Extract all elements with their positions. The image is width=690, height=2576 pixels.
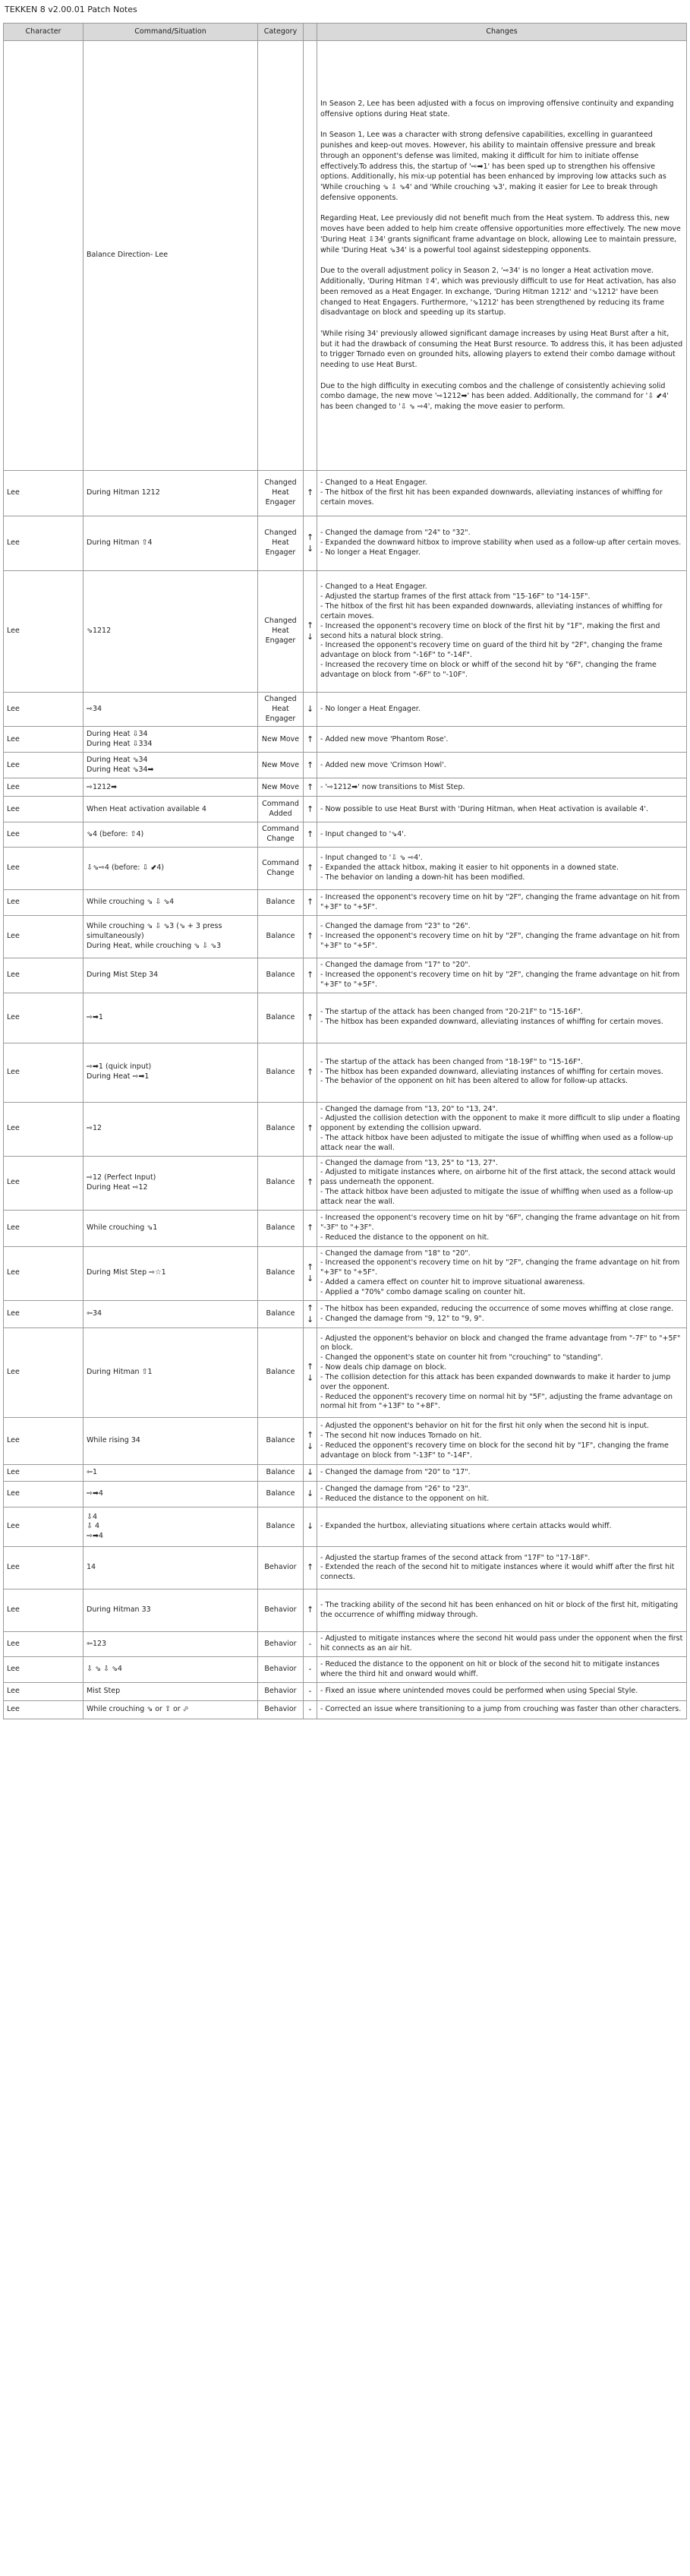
cell-category: Balance xyxy=(258,1418,304,1465)
cell-command: ⇘1212 xyxy=(83,571,258,693)
cell-impact-arrow: ↓ xyxy=(304,1507,317,1547)
table-row xyxy=(4,1328,687,1418)
balance-direction-text: In Season 2, Lee has been adjusted with a focus on improving offensive continuity and expanding offensive options during Heat state. In Season 1, Lee was a character with strong defensive capabilities, excelling in guaranteed punishes and keep-out moves. However, his ability to maintain offensive pressure and break through an opponent's defense was limited, making it difficult for him to initiate offense effectively.To address this, the startup of '⇨➡1' has been sped up to strengthen his offensive options. Additionally, his mix-up potential has been enhanced by improving low attacks such as 'While crouching ⇘ ⇩ ⇘4' and 'While crouching ⇘3', making it easier for Lee to break through defensive opponents. Regarding Heat, Lee previously did not benefit much from the Heat system. To address this, new moves have been added to help him create offensive opportunities more effectively. The new move 'During Heat ⇩34' grants significant frame advantage on block, allowing Lee to maintain pressure, while 'During Heat ⇘34' is a powerful tool against sidestepping opponents. Due to the overall adjustment policy in Season 2, '⇨34' is no longer a Heat activation move. Additionally, 'During Hitman ⇧4', which was previously difficult to use for Heat activation, has also been removed as a Heat Engager. In exchange, 'During Hitman 1212' and '⇘1212' have been changed to Heat Engagers. Furthermore, '⇘1212' has been strengthened by reducing its frame disadvantage on block and speeding up its startup. 'While rising 34' previously allowed significant damage increases by using Heat Burst after a hit, but it had the drawback of consuming the Heat Burst resource. To address this, it has been adjusted to trigger Tornado even on grounded hits, allowing players to extend their combo damage without needing to use Heat Burst. Due to the high difficulty in executing combos and the challenge of consistently achieving solid combo damage, the new move '⇨1212➡' has been added. Additionally, the command for '⇩ ⬋4' has been changed to '⇩ ⇘ ⇨4', making the move easier to perform. xyxy=(317,41,687,471)
table-row xyxy=(4,1210,687,1246)
cell-character: Lee xyxy=(4,797,83,822)
cell-command: During Heat ⇘34 During Heat ⇘34➡ xyxy=(83,753,258,778)
cell-impact-arrow: ↑ xyxy=(304,1589,317,1632)
cell-impact-arrow: - xyxy=(304,1632,317,1657)
cell-character: Lee xyxy=(4,516,83,571)
cell-category: Command Added xyxy=(258,797,304,822)
cell-category: Behavior xyxy=(258,1547,304,1589)
cell-changes: - Corrected an issue where transitioning to a jump from crouching was faster than other characters. xyxy=(317,1701,687,1719)
cell-command: ⇩ ⇘ ⇩ ⇘4 xyxy=(83,1657,258,1683)
cell-character: Lee xyxy=(4,1043,83,1102)
table-row xyxy=(4,516,687,571)
cell-changes: - The startup of the attack has been changed from "18-19F" to "15-16F". - The hitbox has been expanded downward, alleviating instances of whiffing for certain moves. - The behavior of the opponent on hit has been altered to allow for follow-up attacks. xyxy=(317,1043,687,1102)
cell-category: Balance xyxy=(258,958,304,993)
table-row xyxy=(4,727,687,753)
cell-category: Balance xyxy=(258,890,304,916)
cell-character: Lee xyxy=(4,993,83,1043)
cell-changes: - The tracking ability of the second hit has been enhanced on hit or block of the first hit, mitigating the occurrence of whiffing midway through. xyxy=(317,1589,687,1632)
cell-category: Balance xyxy=(258,916,304,958)
cell-character: Lee xyxy=(4,1328,83,1418)
cell-impact-arrow: ↑ xyxy=(304,958,317,993)
cell-category: Balance xyxy=(258,1328,304,1418)
cell-changes: - Increased the opponent's recovery time on hit by "2F", changing the frame advantage on hit from "+3F" to "+5F". xyxy=(317,890,687,916)
cell-category: Balance xyxy=(258,1507,304,1547)
cell-command: During Hitman ⇧1 xyxy=(83,1328,258,1418)
header-command: Command/Situation xyxy=(83,24,258,41)
cell-impact-arrow: ↑ xyxy=(304,778,317,797)
cell-character: Lee xyxy=(4,753,83,778)
cell-category: Balance xyxy=(258,1210,304,1246)
table-row xyxy=(4,1300,687,1328)
cell-character: Lee xyxy=(4,1300,83,1328)
cell-category: Balance xyxy=(258,1156,304,1210)
cell-command: 14 xyxy=(83,1547,258,1589)
cell-changes: - Adjusted to mitigate instances where the second hit would pass under the opponent when the first hit connects as an air hit. xyxy=(317,1632,687,1657)
cell-character: Lee xyxy=(4,958,83,993)
header-arrow xyxy=(304,24,317,41)
cell-category: Balance xyxy=(258,1102,304,1156)
cell-category: Balance xyxy=(258,1246,304,1300)
cell-character: Lee xyxy=(4,848,83,890)
table-row xyxy=(4,1632,687,1657)
table-row xyxy=(4,797,687,822)
cell-changes: - Added new move 'Phantom Rose'. xyxy=(317,727,687,753)
cell-command: ⇨12 (Perfect Input) During Heat ⇨12 xyxy=(83,1156,258,1210)
cell-command: ⇦1 xyxy=(83,1465,258,1482)
cell-changes: - Changed the damage from "18" to "20". - Increased the opponent's recovery time on hit by "2F", changing the frame advantage on hit from "+3F" to "+5F". - Added a camera effect on counter hit to improve situational awareness. - Applied a "70%" combo damage scaling on counter hit. xyxy=(317,1246,687,1300)
cell-command: Mist Step xyxy=(83,1683,258,1701)
cell-category: Changed Heat Engager xyxy=(258,571,304,693)
cell-changes: - Input changed to '⇩ ⇘ ⇨4'. - Expanded the attack hitbox, making it easier to hit opponents in a downed state. - The behavior on landing a down-hit has been modified. xyxy=(317,848,687,890)
cell-changes: - Added new move 'Crimson Howl'. xyxy=(317,753,687,778)
cell-impact-arrow: ↑ xyxy=(304,753,317,778)
cell-character: Lee xyxy=(4,916,83,958)
cell-command: While crouching ⇘ or ⇧ or ⬀ xyxy=(83,1701,258,1719)
cell-command: During Hitman 1212 xyxy=(83,471,258,516)
header-character: Character xyxy=(4,24,83,41)
cell-impact-arrow: ↑↓ xyxy=(304,571,317,693)
cell-category: New Move xyxy=(258,778,304,797)
cell-impact-arrow: ↑ xyxy=(304,471,317,516)
cell-changes: - Adjusted the startup frames of the second attack from "17F" to "17-18F". - Extended the reach of the second hit to mitigate instances where it would whiff after the first hit connects. xyxy=(317,1547,687,1589)
cell-impact-arrow: ↑ xyxy=(304,797,317,822)
cell-changes: - Fixed an issue where unintended moves could be performed when using Special Style. xyxy=(317,1683,687,1701)
cell-command: ⇦34 xyxy=(83,1300,258,1328)
cell-command: While crouching ⇘ ⇩ ⇘4 xyxy=(83,890,258,916)
cell-command: ⇨34 xyxy=(83,693,258,727)
cell-command: During Hitman 33 xyxy=(83,1589,258,1632)
table-row xyxy=(4,1156,687,1210)
cell-impact-arrow: ↓ xyxy=(304,1465,317,1482)
cell-changes: - Adjusted the opponent's behavior on hit for the first hit only when the second hit is input. - The second hit now induces Tornado on hit. - Reduced the opponent's recovery time on block for the second hit by "1F", changing the frame advantage on block from "-13F" to "-14F". xyxy=(317,1418,687,1465)
cell-command: ⇨➡4 xyxy=(83,1482,258,1507)
header-changes: Changes xyxy=(317,24,687,41)
cell-impact-arrow: ↑ xyxy=(304,822,317,848)
table-row xyxy=(4,1482,687,1507)
cell-changes: - Changed to a Heat Engager. - The hitbox of the first hit has been expanded downwards, alleviating instances of whiffing for certain moves. xyxy=(317,471,687,516)
cell-character: Lee xyxy=(4,1465,83,1482)
table-row xyxy=(4,848,687,890)
cell-character: Lee xyxy=(4,571,83,693)
cell-changes: - Changed the damage from "17" to "20". - Increased the opponent's recovery time on hit by "2F", changing the frame advantage on hit from "+3F" to "+5F". xyxy=(317,958,687,993)
cell-category: Command Change xyxy=(258,822,304,848)
cell-category: Changed Heat Engager xyxy=(258,471,304,516)
cell-command: While crouching ⇘1 xyxy=(83,1210,258,1246)
cell-character: Lee xyxy=(4,1210,83,1246)
cell-category: Behavior xyxy=(258,1589,304,1632)
cell-character: Lee xyxy=(4,727,83,753)
table-row xyxy=(4,916,687,958)
cell-category: Balance xyxy=(258,993,304,1043)
cell-changes: - Changed the damage from "24" to "32". - Expanded the downward hitbox to improve stability when used as a follow-up after certain moves. - No longer a Heat Engager. xyxy=(317,516,687,571)
cell-category: Behavior xyxy=(258,1683,304,1701)
cell-impact-arrow: ↑↓ xyxy=(304,1246,317,1300)
cell-character: Lee xyxy=(4,1156,83,1210)
table-row xyxy=(4,1507,687,1547)
table-row xyxy=(4,993,687,1043)
balance-direction-row xyxy=(4,41,687,471)
cell-category: Behavior xyxy=(258,1701,304,1719)
table-row xyxy=(4,571,687,693)
cell-changes: - Input changed to '⇘4'. xyxy=(317,822,687,848)
cell-category: Changed Heat Engager xyxy=(258,516,304,571)
cell-category: Behavior xyxy=(258,1657,304,1683)
table-row xyxy=(4,822,687,848)
cell-command: During Mist Step 34 xyxy=(83,958,258,993)
table-row xyxy=(4,1418,687,1465)
table-row xyxy=(4,1246,687,1300)
cell-changes: - No longer a Heat Engager. xyxy=(317,693,687,727)
cell-command: During Mist Step ⇨☆1 xyxy=(83,1246,258,1300)
cell-changes: - The hitbox has been expanded, reducing the occurrence of some moves whiffing at close range. - Changed the damage from "9, 12" to "9, 9". xyxy=(317,1300,687,1328)
cell-character: Lee xyxy=(4,471,83,516)
cell-command: During Heat ⇩34 During Heat ⇩334 xyxy=(83,727,258,753)
cell-category: Behavior xyxy=(258,1632,304,1657)
cell-character: Lee xyxy=(4,1589,83,1632)
table-row xyxy=(4,778,687,797)
cell-changes: - The startup of the attack has been changed from "20-21F" to "15-16F". - The hitbox has been expanded downward, alleviating instances of whiffing for certain moves. xyxy=(317,993,687,1043)
cell-command: ⇩⇘⇨4 (before: ⇩ ⬋4) xyxy=(83,848,258,890)
cell-character: Lee xyxy=(4,1547,83,1589)
table-row xyxy=(4,471,687,516)
table-row xyxy=(4,1683,687,1701)
cell-character: Lee xyxy=(4,1701,83,1719)
cell-impact-arrow: ↑ xyxy=(304,993,317,1043)
table-row xyxy=(4,1657,687,1683)
document-title: TEKKEN 8 v2.00.01 Patch Notes xyxy=(5,5,137,14)
cell-category: Balance xyxy=(258,1043,304,1102)
table-row xyxy=(4,958,687,993)
balance-direction-blank-arrow xyxy=(304,41,317,471)
cell-impact-arrow: ↑↓ xyxy=(304,516,317,571)
cell-impact-arrow: ↑ xyxy=(304,1547,317,1589)
table-row xyxy=(4,1043,687,1102)
cell-impact-arrow: ↑↓ xyxy=(304,1418,317,1465)
cell-character: Lee xyxy=(4,1102,83,1156)
table-row xyxy=(4,693,687,727)
cell-command: While rising 34 xyxy=(83,1418,258,1465)
cell-impact-arrow: ↑ xyxy=(304,1102,317,1156)
table-row xyxy=(4,1701,687,1719)
cell-changes: - '⇨1212➡' now transitions to Mist Step. xyxy=(317,778,687,797)
cell-category: New Move xyxy=(258,727,304,753)
cell-command: ⇩4 ⇩ 4 ⇨➡4 xyxy=(83,1507,258,1547)
table-row xyxy=(4,1465,687,1482)
cell-character: Lee xyxy=(4,890,83,916)
cell-impact-arrow: ↑ xyxy=(304,890,317,916)
table-row xyxy=(4,1547,687,1589)
cell-changes: - Changed to a Heat Engager. - Adjusted the startup frames of the first attack from "15-16F" to "14-15F". - The hitbox of the first hit has been expanded downwards, alleviating instances of whiffing for certain moves. - Increased the opponent's recovery time on block of the first hit by "1F", making the first and second hits a natural block string. - Increased the opponent's recovery time on guard of the third hit by "2F", changing the frame advantage on block from "-16F" to "-14F". - Increased the recovery time on block or whiff of the second hit by "6F", changing the frame advantage on block from "-6F" to "-10F". xyxy=(317,571,687,693)
cell-impact-arrow: ↓ xyxy=(304,1482,317,1507)
cell-changes: - Changed the damage from "13, 25" to "13, 27". - Adjusted to mitigate instances where, on airborne hit of the first attack, the second attack would pass underneath the opponent. - The attack hitbox have been adjusted to mitigate the issue of whiffing when used as a follow-up attack near the wall. xyxy=(317,1156,687,1210)
cell-category: Balance xyxy=(258,1465,304,1482)
cell-character: Lee xyxy=(4,1683,83,1701)
cell-changes: - Now possible to use Heat Burst with 'During Hitman, when Heat activation is available 4'. xyxy=(317,797,687,822)
cell-category: Command Change xyxy=(258,848,304,890)
cell-character: Lee xyxy=(4,1482,83,1507)
cell-category: Balance xyxy=(258,1300,304,1328)
cell-character: Lee xyxy=(4,1507,83,1547)
header-row xyxy=(4,24,687,41)
cell-command: ⇨12 xyxy=(83,1102,258,1156)
cell-impact-arrow: ↑↓ xyxy=(304,1328,317,1418)
cell-impact-arrow: ↓ xyxy=(304,693,317,727)
table-row xyxy=(4,890,687,916)
cell-impact-arrow: ↑ xyxy=(304,1043,317,1102)
cell-changes: - Adjusted the opponent's behavior on block and changed the frame advantage from "-7F" to "+5F" on block. - Changed the opponent's state on counter hit from "crouching" to "standing". - Now deals chip damage on block. - The collision detection for this attack has been expanded downwards to make it harder to jump over the opponent. - Reduced the opponent's recovery time on normal hit by "5F", adjusting the frame advantage on normal hit from "+13F" to "+8F". xyxy=(317,1328,687,1418)
cell-command: While crouching ⇘ ⇩ ⇘3 (⇘ + 3 press simultaneously) During Heat, while crouching ⇘ ⇩ ⇘3 xyxy=(83,916,258,958)
cell-command: ⇨➡1 xyxy=(83,993,258,1043)
cell-changes: - Changed the damage from "26" to "23". - Reduced the distance to the opponent on hit. xyxy=(317,1482,687,1507)
cell-command: ⇨1212➡ xyxy=(83,778,258,797)
cell-impact-arrow: ↑ xyxy=(304,848,317,890)
patch-notes-table xyxy=(3,23,687,1719)
cell-impact-arrow: - xyxy=(304,1683,317,1701)
cell-category: New Move xyxy=(258,753,304,778)
cell-command: During Hitman ⇧4 xyxy=(83,516,258,571)
cell-impact-arrow: ↑ xyxy=(304,1210,317,1246)
cell-impact-arrow: ↑ xyxy=(304,916,317,958)
cell-changes: - Increased the opponent's recovery time on hit by "6F", changing the frame advantage on hit from "-3F" to "+3F". - Reduced the distance to the opponent on hit. xyxy=(317,1210,687,1246)
table-row xyxy=(4,753,687,778)
cell-character: Lee xyxy=(4,1246,83,1300)
cell-changes: - Changed the damage from "13, 20" to "13, 24". - Adjusted the collision detection with the opponent to make it more difficult to slip under a floating opponent by extending the collision upward. - The attack hitbox have been adjusted to mitigate the issue of whiffing when used as a follow-up attack near the wall. xyxy=(317,1102,687,1156)
cell-character: Lee xyxy=(4,1632,83,1657)
cell-character: Lee xyxy=(4,822,83,848)
cell-impact-arrow: ↑ xyxy=(304,1156,317,1210)
cell-character: Lee xyxy=(4,693,83,727)
cell-category: Changed Heat Engager xyxy=(258,693,304,727)
cell-impact-arrow: - xyxy=(304,1701,317,1719)
cell-changes: - Expanded the hurtbox, alleviating situations where certain attacks would whiff. xyxy=(317,1507,687,1547)
balance-direction-blank-cat xyxy=(258,41,304,471)
cell-changes: - Changed the damage from "23" to "26". - Increased the opponent's recovery time on hit by "2F", changing the frame advantage on hit from "+3F" to "+5F". xyxy=(317,916,687,958)
cell-command: ⇨➡1 (quick input) During Heat ⇨➡1 xyxy=(83,1043,258,1102)
cell-changes: - Reduced the distance to the opponent on hit or block of the second hit to mitigate instances where the third hit and onward would whiff. xyxy=(317,1657,687,1683)
balance-direction-label: Balance Direction- Lee xyxy=(83,41,258,471)
cell-changes: - Changed the damage from "20" to "17". xyxy=(317,1465,687,1482)
balance-direction-blank xyxy=(4,41,83,471)
cell-character: Lee xyxy=(4,1657,83,1683)
table-row xyxy=(4,1589,687,1632)
cell-character: Lee xyxy=(4,1418,83,1465)
cell-impact-arrow: ↑ xyxy=(304,727,317,753)
cell-category: Balance xyxy=(258,1482,304,1507)
cell-command: ⇘4 (before: ⇧4) xyxy=(83,822,258,848)
cell-impact-arrow: ↑↓ xyxy=(304,1300,317,1328)
header-category: Category xyxy=(258,24,304,41)
table-row xyxy=(4,1102,687,1156)
cell-impact-arrow: - xyxy=(304,1657,317,1683)
cell-command: ⇦123 xyxy=(83,1632,258,1657)
cell-character: Lee xyxy=(4,778,83,797)
cell-command: When Heat activation available 4 xyxy=(83,797,258,822)
